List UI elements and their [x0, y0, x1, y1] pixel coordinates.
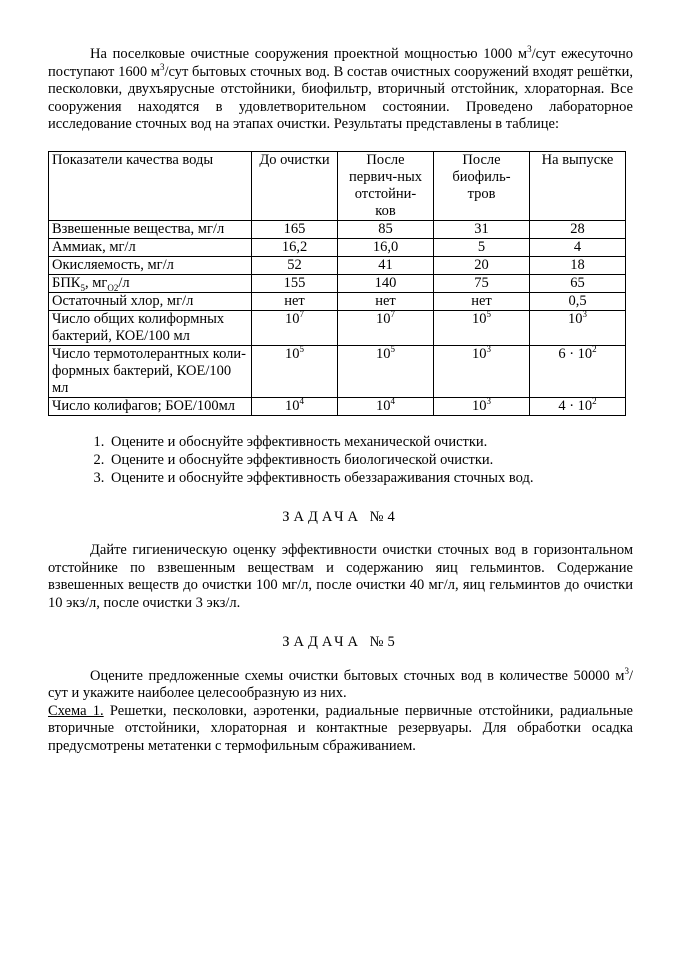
table-cell: 31 — [434, 220, 530, 238]
table-cell: 41 — [338, 256, 434, 274]
question-list — [48, 433, 633, 487]
table-cell: 140 — [338, 274, 434, 292]
table-cell: $10^7$ — [338, 310, 434, 345]
bod-label: БПК — [52, 274, 81, 291]
bod-unit-end: /л — [118, 274, 130, 291]
task4-title: ЗАДАЧА №4 — [282, 508, 399, 525]
bod-sub: 5 — [80, 282, 85, 293]
table-cell: 28 — [530, 220, 626, 238]
scheme1-label: Схема 1. — [48, 702, 104, 719]
task5-text: Оцените предложенные схемы очистки бытовых сточных вод в количестве 50000 $м^3$/сут и укажите наиболее целесообразную из них. — [48, 665, 633, 701]
table-cell: $6 \cdot 10^2$ — [530, 345, 626, 397]
table-cell: $10^3$ — [434, 397, 530, 415]
task4-text: Дайте гигиеническую оценку эффективности очистки сточных вод в горизонтальном отстойнике по взвешенным веществам и содержанию яиц гельминтов. Содержание взвешенных веществ до очистки 100 мг/л, после очистки 40 мг/л, яиц гельминтов до очистки 10 экз/л, после очистки 3 экз/л. — [48, 542, 633, 611]
table-row — [49, 274, 626, 292]
table-row — [49, 256, 626, 274]
document-page — [48, 46, 633, 755]
intro-text-1: На поселковые очистные сооружения проектной мощностью 1000 м — [90, 46, 528, 62]
table-row — [49, 345, 626, 397]
bod-unit: , мг — [84, 274, 108, 291]
intro-sup-2: 3 — [159, 61, 165, 72]
table-cell: $10^5$ — [434, 310, 530, 345]
table-cell: $10^3$ — [530, 310, 626, 345]
row-label: Число общих колиформных бактерий, КОЕ/100 мл — [49, 310, 252, 345]
scheme1-paragraph — [48, 703, 633, 756]
table-cell: 0,5 — [530, 292, 626, 310]
table-cell: нет — [252, 292, 338, 310]
table-cell: 5 — [434, 238, 530, 256]
table-cell: 20 — [434, 256, 530, 274]
list-item: 2. Оцените и обоснуйте эффективность биологической очистки. — [108, 451, 633, 469]
intro-paragraph — [48, 46, 633, 134]
table-cell: $10^5$ — [252, 345, 338, 397]
list-item: 1. Оцените и обоснуйте эффективность механической очистки. — [108, 433, 633, 451]
table-row — [49, 310, 626, 345]
table-cell: $10^4$ — [338, 397, 434, 415]
row-label: Окисляемость, мг/л — [49, 256, 252, 274]
table-cell: нет — [338, 292, 434, 310]
table-cell: 165 — [252, 220, 338, 238]
bod-unit-sub: O2 — [107, 282, 119, 293]
table-cell: 16,0 — [338, 238, 434, 256]
intro-text-2: /сут ежесуточно поступают 1600 м — [48, 46, 633, 80]
table-cell: 52 — [252, 256, 338, 274]
table-cell: 65 — [530, 274, 626, 292]
row-label: Остаточный хлор, мг/л — [49, 292, 252, 310]
table-cell: 16,2 — [252, 238, 338, 256]
row-label: Число термотолерантных коли-формных бактерий, КОЕ/100 мл — [49, 345, 252, 397]
table-cell: $10^7$ — [252, 310, 338, 345]
table-row — [49, 238, 626, 256]
intro-text-3: /сут бытовых сточных вод. В состав очистных сооружений входят решётки, песколовки, двухъярусные отстойники, биофильтр, вторичный отстойник, хлораторная. Все сооружения находятся в удовлетворительном состоянии. Проведено лабораторное исследование сточных вод на этапах очистки. Результаты представлены в таблице: — [48, 63, 633, 132]
table-cell: 155 — [252, 274, 338, 292]
list-item: 3. Оцените и обоснуйте эффективность обеззараживания сточных вод. — [108, 469, 633, 487]
intro-sup-1: 3 — [527, 44, 532, 55]
table-header-cell: Показатели качества воды — [49, 151, 252, 220]
row-label: Число колифагов; БОЕ/100мл — [49, 397, 252, 415]
scheme1-text: Решетки, песколовки, аэротенки, радиальные первичные отстойники, радиальные вторичные отстойники, хлораторная и контактные резервуары. Для обработки осадка предусмотрены метатенки с термофильным сбраживанием. — [48, 702, 633, 754]
table-row — [49, 220, 626, 238]
table-row — [49, 397, 626, 415]
task5-title: ЗАДАЧА №5 — [282, 634, 399, 650]
table-header-cell: После биофиль-тров — [434, 151, 530, 220]
table-header-cell: До очистки — [252, 151, 338, 220]
table-cell: 18 — [530, 256, 626, 274]
table-header-cell: После первич-ных отстойни-ков — [338, 151, 434, 220]
table-row — [49, 292, 626, 310]
row-label — [49, 274, 252, 292]
table-cell: $10^3$ — [434, 345, 530, 397]
row-label: Аммиак, мг/л — [49, 238, 252, 256]
table-cell: $10^4$ — [252, 397, 338, 415]
results-table — [48, 151, 626, 416]
table-cell: $4 \cdot 10^2$ — [530, 397, 626, 415]
table-cell: 4 — [530, 238, 626, 256]
table-cell: нет — [434, 292, 530, 310]
table-cell: $10^5$ — [338, 345, 434, 397]
table-header-cell: На выпуске — [530, 151, 626, 220]
table-cell: 85 — [338, 220, 434, 238]
table-cell: 75 — [434, 274, 530, 292]
row-label: Взвешенные вещества, мг/л — [49, 220, 252, 238]
table-header-row — [49, 151, 626, 220]
